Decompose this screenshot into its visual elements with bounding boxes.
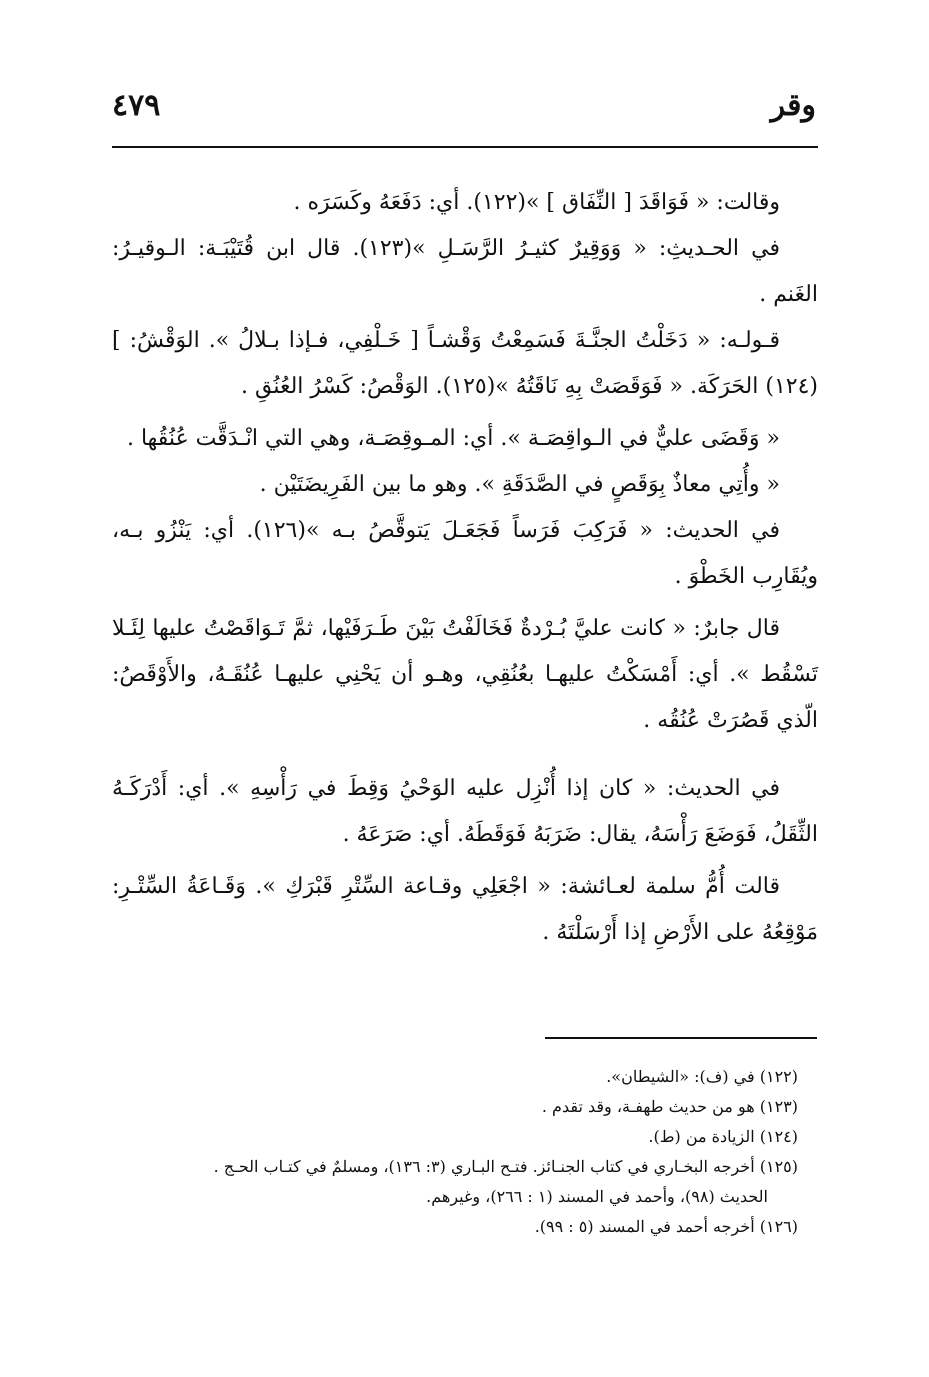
main-text: [112, 180, 818, 956]
paragraph: « وأُتِي معاذٌ بِوَقَصٍ في الصَّدَقَةِ ». وهو ما بين الفَرِيضَتَيْن .: [259, 472, 780, 497]
footnote: (١٢٤) الزيادة من (ط).: [648, 1127, 798, 1146]
header-divider: [112, 146, 818, 148]
paragraph: قال جابرٌ: « كانت عليَّ بُـرْدةٌ فَخَالَفْتُ بَيْنَ طَـرَفَيْها، ثمَّ تَـوَاقَصْتُ عليها لِئَـلا تَسْقُط ». أي: أَمْسَكْتُ عليهـا بعُنُقِي، وهـو أن يَحْنِي عليهـا عُنُقَـهُ، والأَوْقَصُ: الّذي قَصُرَتْ عُنُقُه .: [112, 616, 818, 733]
footnote: (١٢٥) أخرجه البخـاري في كتاب الجنـائز. فتـح البـاري (٣: ١٣٦)، ومسلمٌ في كتـاب الحـج .: [213, 1157, 798, 1176]
footnote: (١٢٣) هو من حديث طهفـة، وقد تقدم .: [541, 1097, 798, 1116]
running-headword: وقر: [770, 88, 816, 123]
footnote-divider: [545, 1037, 817, 1039]
footnote: (١٢٢) في (ف): «الشيطان».: [606, 1067, 798, 1086]
footnote-continuation: الحديث (٩٨)، وأحمد في المسند (١ : ٢٦٦)، وغيرهم.: [426, 1187, 768, 1206]
paragraph: وقالت: « فَوَاقَدَ [ النِّفَاق ] »(١٢٢). أي: دَفَعَهُ وكَسَرَه .: [293, 190, 780, 215]
page-header: [112, 88, 816, 132]
paragraph: في الحديث: « كان إذا أُنْزِل عليه الوَحْيُ وَقِطَ في رَأْسِهِ ». أي: أَدْرَكَـهُ الثِّقَلُ، فَوَضَعَ رَأْسَهُ، يقال: ضَرَبَهُ فَوَقَطَهُ. أي: صَرَعَهُ .: [112, 776, 818, 847]
paragraph: « وَقَضَى عليٌّ في الـواقِصَـة ». أي: المـوقِصَـة، وهي التي انْـدَقَّت عُنُقُها .: [126, 426, 780, 451]
footnote: (١٢٦) أخرجه أحمد في المسند (٥ : ٩٩).: [534, 1217, 798, 1236]
paragraph: قالت أُمُّ سلمة لعـائشة: « اجْعَلِي وقـاعة السِّتْرِ قَبْرَكِ ». وَقَـاعَةُ السِّتْـرِ: مَوْقِعُهُ على الأَرْضِ إذا أَرْسَلْتَهُ .: [112, 874, 818, 945]
footnotes: [112, 1062, 818, 1242]
page-number: ٤٧٩: [112, 88, 161, 123]
paragraph: قـولـه: « دَخَلْتُ الجنَّـةَ فَسَمِعْتُ وَقْشـاً [ خَـلْفِي، فـإذا بـلالُ ». الوَقْشُ: ](١٢٤) الحَرَكَة. « فَوَقَصَتْ بِهِ نَاقَتُهُ »(١٢٥). الوَقْصُ: كَسْرُ العُنُقِ .: [112, 328, 818, 399]
paragraph: في الحديث: « فَرَكِبَ فَرَساً فَجَعَـلَ يَتوقَّصُ بـه »(١٢٦). أي: يَنْزُو بـه، ويُقَارِب الخَطْوَ .: [112, 518, 818, 589]
paragraph: في الحـديثِ: « وَوَقِيرٌ كثيـرُ الرَّسَـلِ »(١٢٣). قال ابن قُتَيْبَـة: الـوقيـرُ: الغَنم .: [112, 236, 818, 307]
